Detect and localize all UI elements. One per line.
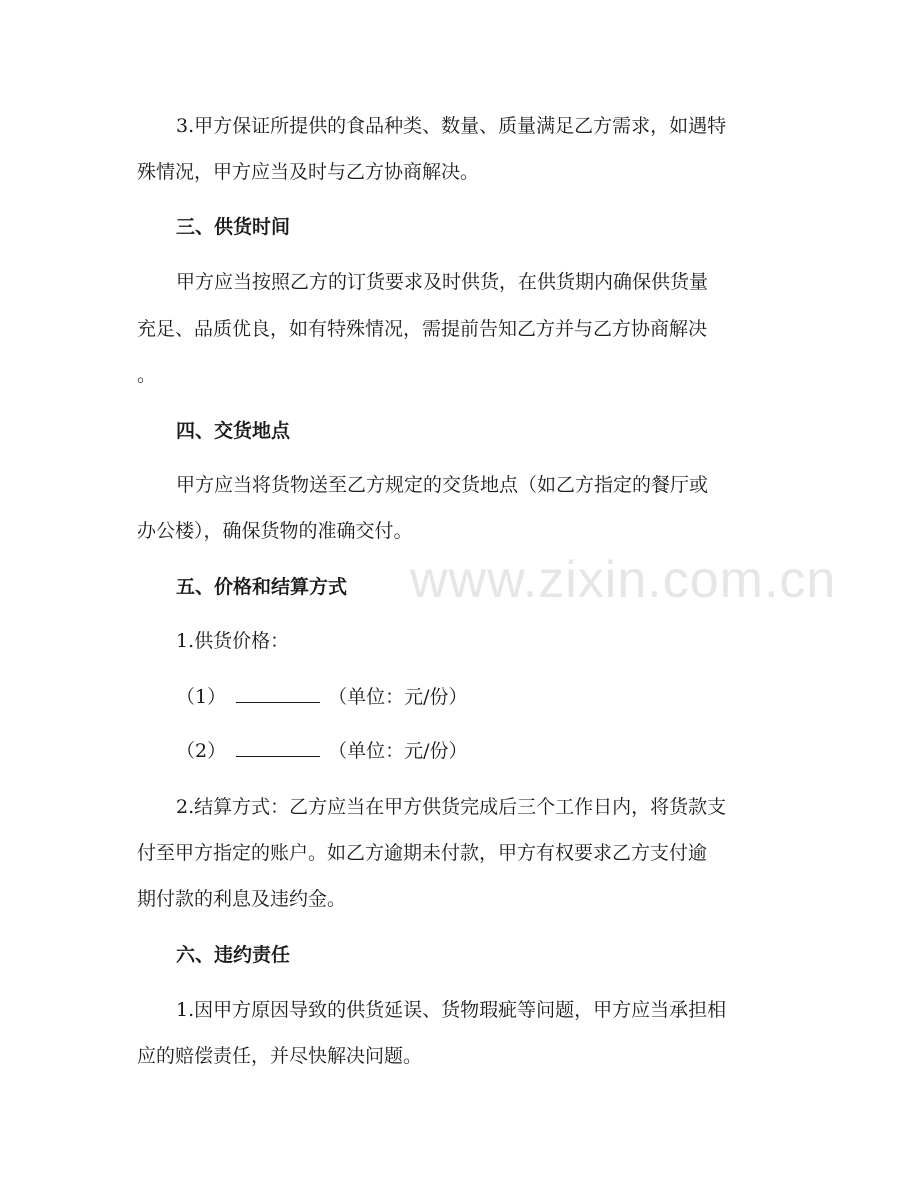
settlement-line-1: 2.结算方式：乙方应当在甲方供货完成后三个工作日内，将货款支 [176, 796, 727, 818]
section-heading-price-settlement: 五、价格和结算方式 [176, 576, 348, 598]
price-item [176, 742, 468, 761]
price-subheading: 1.供货价格： [176, 630, 290, 652]
price-item-index: （1） [176, 686, 227, 708]
paragraph-3-line-1: 3.甲方保证所提供的食品种类、数量、质量满足乙方需求，如遇特 [176, 115, 727, 137]
price-item [176, 688, 468, 707]
section-heading-liability: 六、违约责任 [176, 944, 291, 966]
price-blank-field [236, 742, 320, 757]
section-heading-delivery-place: 四、交货地点 [176, 420, 291, 442]
settlement-line-2: 付至甲方指定的账户。如乙方逾期未付款，甲方有权要求乙方支付逾 [137, 842, 708, 864]
liability-line-1: 1.因甲方原因导致的供货延误、货物瑕疵等问题，甲方应当承担相 [176, 999, 727, 1021]
delivery-time-line-1: 甲方应当按照乙方的订货要求及时供货，在供货期内确保供货量 [176, 271, 709, 293]
section-heading-delivery-time: 三、供货时间 [176, 216, 291, 238]
delivery-place-line-1: 甲方应当将货物送至乙方规定的交货地点（如乙方指定的餐厅或 [176, 474, 709, 496]
price-item-unit: （单位：元/份） [328, 740, 468, 762]
liability-line-2: 应的赔偿责任，并尽快解决问题。 [137, 1045, 423, 1067]
delivery-time-line-2: 充足、品质优良，如有特殊情况，需提前告知乙方并与乙方协商解决 [137, 318, 708, 340]
watermark: www.zixin.com.cn [410, 551, 837, 609]
price-item-index: （2） [176, 740, 227, 762]
settlement-line-3: 期付款的利息及违约金。 [137, 888, 347, 910]
price-blank-field [236, 688, 320, 703]
price-item-unit: （单位：元/份） [328, 686, 468, 708]
paragraph-3-line-2: 殊情况，甲方应当及时与乙方协商解决。 [137, 161, 480, 183]
delivery-place-line-2: 办公楼），确保货物的准确交付。 [137, 520, 413, 542]
delivery-time-line-3: 。 [137, 364, 157, 386]
